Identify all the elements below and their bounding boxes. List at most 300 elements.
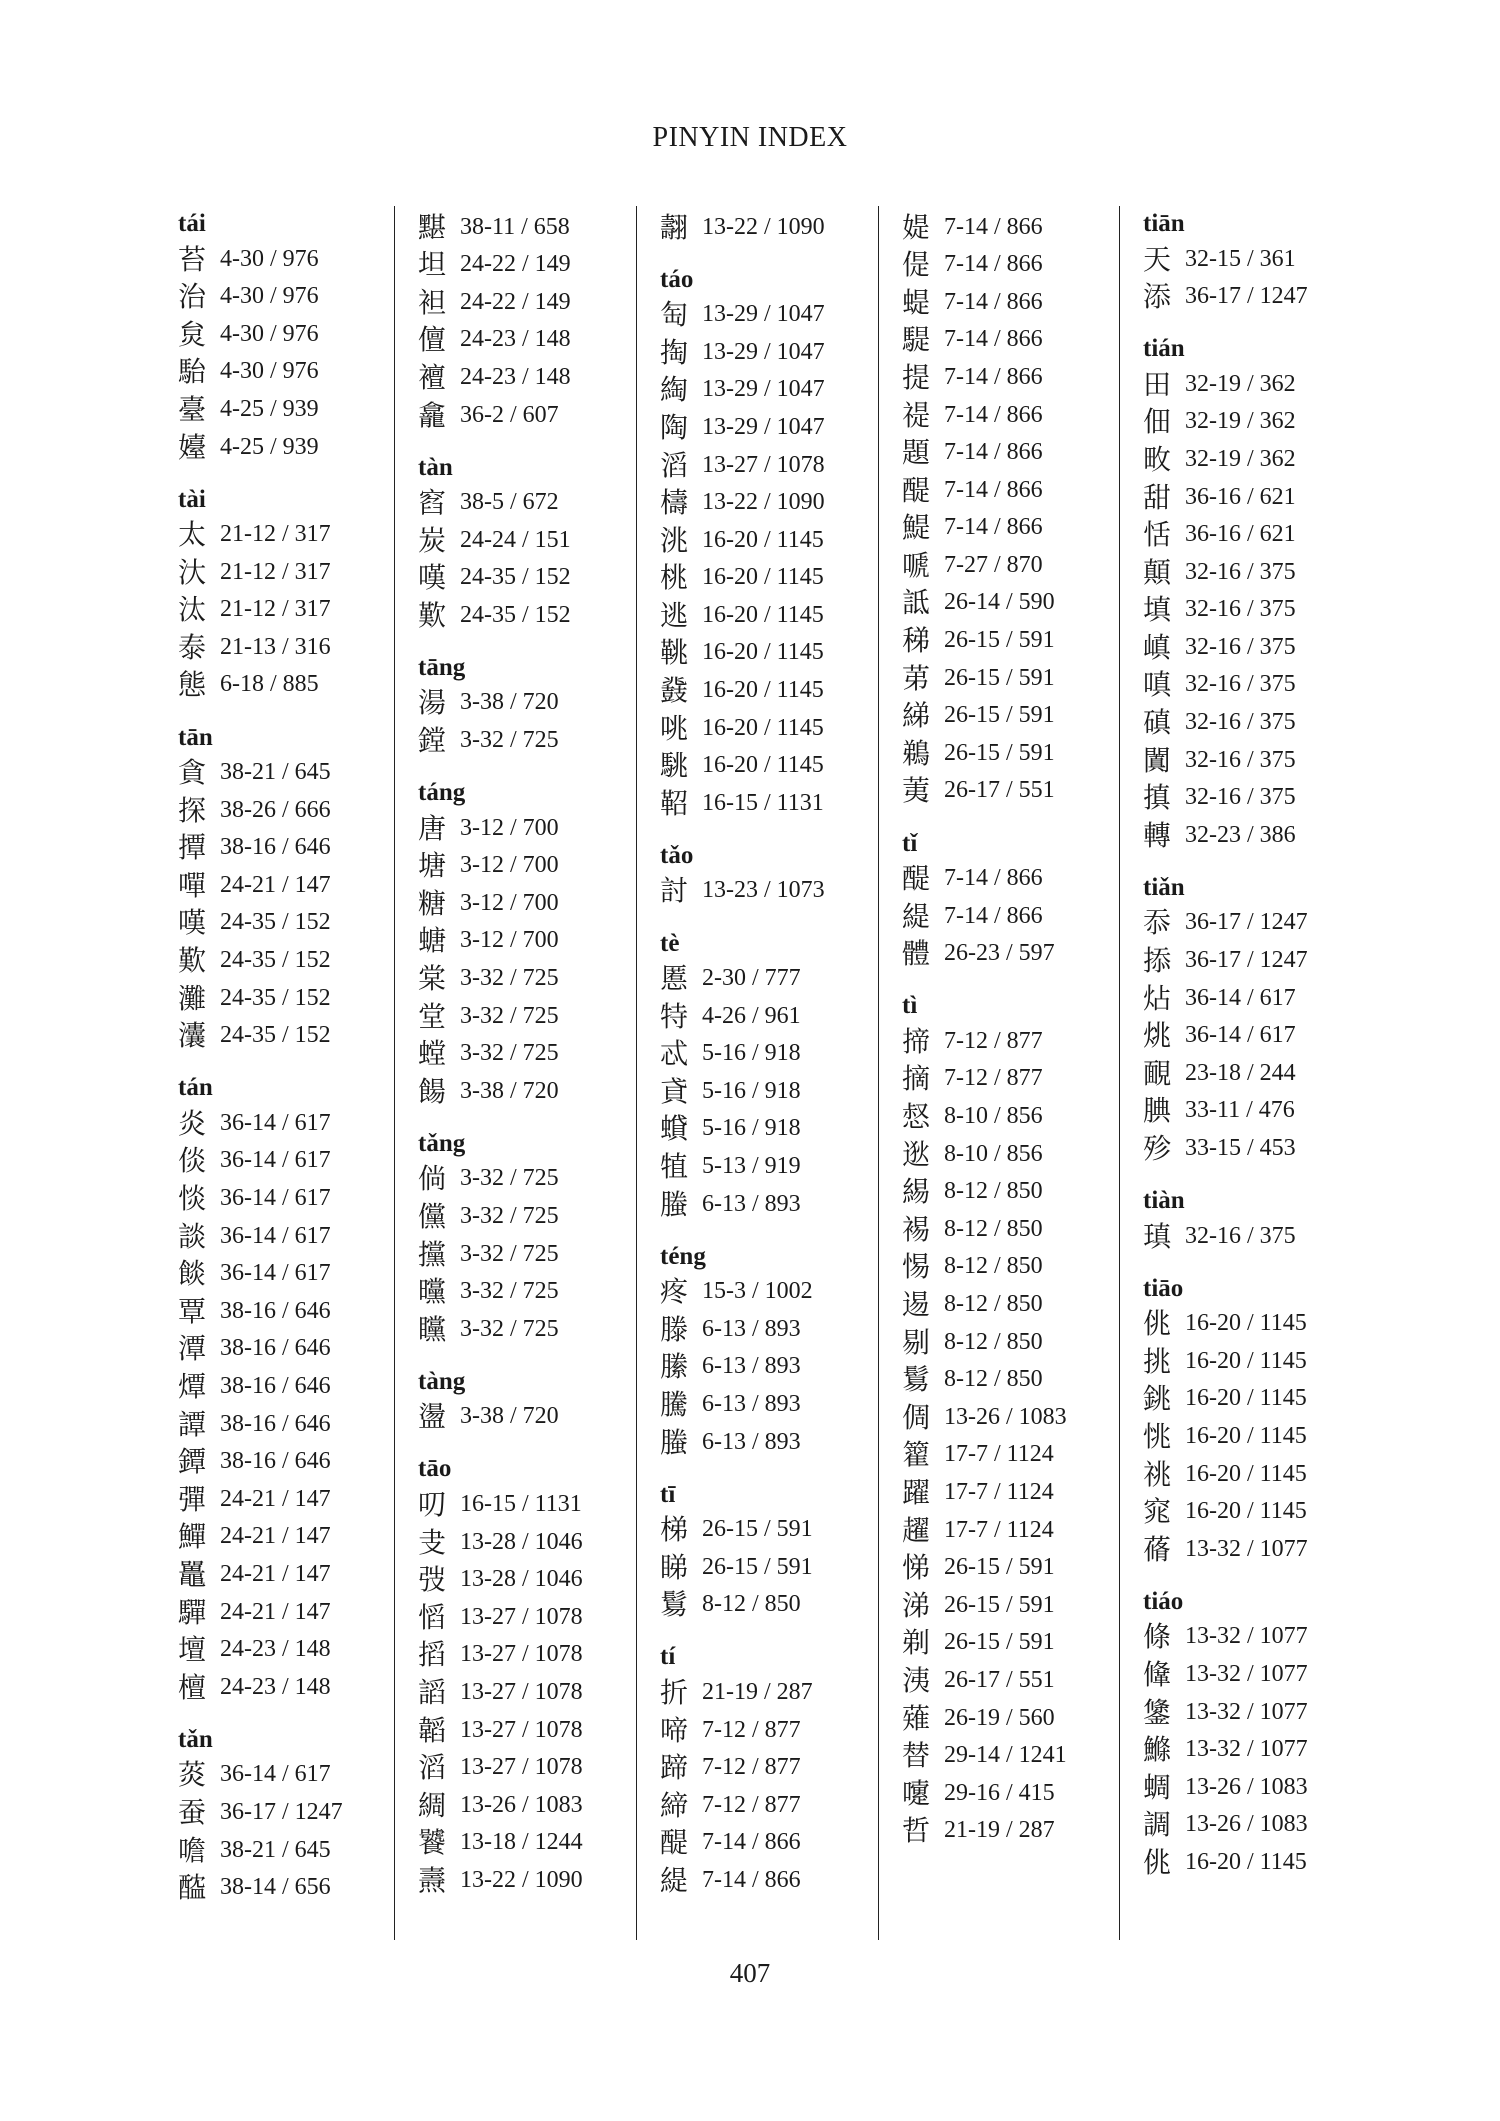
entry-character: 洟 (902, 1663, 931, 1697)
entry-character: 詆 (902, 586, 931, 620)
entry-reference: 7-12 / 877 (944, 1027, 1043, 1054)
entry-reference: 36-17 / 1247 (1185, 947, 1308, 974)
entry-reference: 32-16 / 375 (1185, 709, 1296, 736)
index-entry (418, 596, 653, 634)
index-entry (660, 446, 895, 484)
entry-character: 袒 (418, 285, 447, 319)
index-entry (1143, 403, 1378, 441)
entry-reference: 21-19 / 287 (944, 1817, 1055, 1844)
pinyin-heading: tàn (418, 453, 453, 481)
entry-reference: 26-19 / 560 (944, 1704, 1055, 1731)
index-entry (1143, 1806, 1378, 1844)
entry-character: 倘 (418, 1162, 447, 1196)
index-entry (660, 484, 895, 522)
entry-reference: 4-30 / 976 (220, 245, 319, 272)
entry-reference: 13-22 / 1090 (702, 489, 825, 516)
entry-reference: 24-23 / 148 (460, 363, 571, 390)
pinyin-heading: tán (178, 1074, 213, 1102)
index-entry (902, 1210, 1137, 1248)
entry-reference: 26-15 / 591 (944, 1629, 1055, 1656)
entry-character: 驒 (178, 1595, 207, 1629)
entry-reference: 13-27 / 1078 (460, 1603, 583, 1630)
entry-character: 滕 (660, 1312, 689, 1346)
entry-reference: 32-16 / 375 (1185, 558, 1296, 585)
index-entry (178, 390, 413, 428)
index-entry (1143, 1305, 1378, 1343)
pinyin-heading: tián (1143, 335, 1185, 363)
index-entry (1143, 478, 1378, 516)
entry-character: 瑱 (1143, 1219, 1172, 1253)
index-entry (902, 546, 1137, 584)
entry-character: 鵜 (902, 736, 931, 770)
entry-reference: 16-20 / 1145 (1185, 1848, 1307, 1875)
index-entry (178, 1017, 413, 1055)
index-entry (902, 1323, 1137, 1361)
index-entry (1143, 591, 1378, 629)
entry-reference: 36-16 / 621 (1185, 483, 1296, 510)
entry-reference: 26-17 / 551 (944, 1666, 1055, 1693)
entry-character: 體 (902, 937, 931, 971)
index-entry (660, 1423, 895, 1461)
index-entry (1143, 816, 1378, 854)
entry-character: 鞗 (1143, 1657, 1172, 1691)
index-entry (418, 521, 653, 559)
entry-reference: 7-14 / 866 (944, 439, 1043, 466)
index-entry (418, 1598, 653, 1636)
index-entry (1143, 1054, 1378, 1092)
entry-reference: 13-27 / 1078 (460, 1678, 583, 1705)
entry-reference: 6-13 / 893 (702, 1390, 801, 1417)
entry-reference: 26-17 / 551 (944, 777, 1055, 804)
entry-reference: 13-29 / 1047 (702, 413, 825, 440)
entry-reference: 38-16 / 646 (220, 834, 331, 861)
index-entry (178, 942, 413, 980)
entry-reference: 38-21 / 645 (220, 759, 331, 786)
entry-reference: 13-32 / 1077 (1185, 1623, 1308, 1650)
entry-reference: 8-12 / 850 (944, 1215, 1043, 1242)
entry-reference: 32-16 / 375 (1185, 596, 1296, 623)
index-entry (902, 1285, 1137, 1323)
entry-character: 湯 (418, 686, 447, 720)
index-entry (418, 321, 653, 359)
index-entry (178, 791, 413, 829)
index-entry (660, 1824, 895, 1862)
index-entry (902, 1586, 1137, 1624)
entry-character: 闐 (1143, 743, 1172, 777)
index-entry (418, 960, 653, 998)
entry-reference: 7-14 / 866 (702, 1866, 801, 1893)
index-entry (902, 1248, 1137, 1286)
entry-reference: 3-32 / 725 (460, 1278, 559, 1305)
index-entry (418, 1673, 653, 1711)
entry-character: 螣 (660, 1425, 689, 1459)
index-entry (660, 1749, 895, 1787)
entry-reference: 7-14 / 866 (944, 514, 1043, 541)
entry-reference: 26-15 / 591 (702, 1516, 813, 1543)
entry-character: 揥 (902, 1024, 931, 1058)
index-entry (178, 1793, 413, 1831)
entry-character: 治 (178, 280, 207, 314)
entry-reference: 13-23 / 1073 (702, 877, 825, 904)
entry-character: 綢 (418, 1788, 447, 1822)
entry-character: 躍 (902, 1475, 931, 1509)
entry-reference: 36-14 / 617 (1185, 1022, 1296, 1049)
index-entry (660, 1273, 895, 1311)
index-entry (1143, 942, 1378, 980)
entry-character: 逃 (660, 598, 689, 632)
entry-reference: 36-14 / 617 (220, 1147, 331, 1174)
entry-reference: 3-12 / 700 (460, 852, 559, 879)
entry-character: 鱓 (178, 1520, 207, 1554)
entry-character: 倓 (178, 1144, 207, 1178)
entry-reference: 32-19 / 362 (1185, 370, 1296, 397)
index-entry (1143, 1493, 1378, 1531)
index-entry (178, 904, 413, 942)
entry-character: 歎 (178, 944, 207, 978)
index-entry (902, 1737, 1137, 1775)
entry-reference: 38-11 / 658 (460, 213, 570, 240)
index-entry (902, 1624, 1137, 1662)
entry-character: 薙 (902, 1701, 931, 1735)
entry-character: 螣 (660, 1187, 689, 1221)
index-entry (418, 1235, 653, 1273)
entry-character: 醍 (902, 473, 931, 507)
entry-character: 替 (902, 1739, 931, 1773)
pinyin-heading: téng (660, 1242, 706, 1270)
entry-character: 調 (1143, 1808, 1172, 1842)
index-entry (1143, 1380, 1378, 1418)
entry-character: 惄 (902, 1100, 931, 1133)
entry-reference: 13-27 / 1078 (460, 1716, 583, 1743)
index-entry (660, 1385, 895, 1423)
entry-reference: 7-14 / 866 (944, 865, 1043, 892)
entry-reference: 24-22 / 149 (460, 251, 571, 278)
index-entry (418, 1072, 653, 1110)
index-entry (660, 1861, 895, 1899)
entry-reference: 38-16 / 646 (220, 1448, 331, 1475)
index-entry (660, 997, 895, 1035)
index-entry (178, 979, 413, 1017)
index-entry (902, 1398, 1137, 1436)
entry-reference: 4-30 / 976 (220, 358, 319, 385)
entry-character: 鰷 (1143, 1733, 1172, 1767)
entry-reference: 7-14 / 866 (944, 288, 1043, 315)
index-entry (902, 584, 1137, 622)
entry-reference: 36-17 / 1247 (1185, 909, 1308, 936)
entry-reference: 13-22 / 1090 (460, 1866, 583, 1893)
index-entry (1143, 1417, 1378, 1455)
entry-reference: 21-13 / 316 (220, 633, 331, 660)
entry-character: 祧 (1143, 1457, 1172, 1491)
entry-character: 覃 (178, 1294, 207, 1328)
entry-character: 苔 (178, 242, 207, 276)
index-entry (1143, 904, 1378, 942)
entry-character: 塘 (418, 849, 447, 883)
entry-reference: 8-12 / 850 (944, 1328, 1043, 1355)
index-entry (902, 1135, 1137, 1173)
entry-character: 鐔 (178, 1445, 207, 1479)
entry-character: 蹄 (660, 1751, 689, 1785)
pinyin-heading: tāng (418, 653, 466, 681)
entry-character: 蚕 (178, 1795, 207, 1829)
entry-character: 蓨 (1143, 1532, 1172, 1566)
entry-reference: 38-26 / 666 (220, 796, 331, 823)
entry-character: 撢 (178, 831, 207, 865)
entry-character: 嘆 (418, 561, 447, 595)
index-entry (902, 1361, 1137, 1399)
entry-character: 嚔 (902, 1776, 931, 1810)
index-entry (902, 358, 1137, 396)
index-entry (1143, 666, 1378, 704)
entry-character: 摘 (902, 1062, 931, 1096)
index-entry (418, 283, 653, 321)
entry-reference: 7-14 / 866 (944, 213, 1043, 240)
entry-reference: 38-14 / 656 (220, 1874, 331, 1901)
index-entry (902, 321, 1137, 359)
index-entry (178, 428, 413, 466)
entry-reference: 16-20 / 1145 (1185, 1385, 1307, 1412)
index-entry (902, 1812, 1137, 1850)
pinyin-heading: tiàn (1143, 1187, 1185, 1215)
entry-character: 惔 (178, 1182, 207, 1215)
index-entry (902, 1173, 1137, 1211)
entry-character: 匋 (660, 298, 689, 332)
index-entry (660, 296, 895, 334)
entry-reference: 24-21 / 147 (220, 1523, 331, 1550)
entry-character: 態 (178, 668, 207, 702)
index-entry (178, 1367, 413, 1405)
index-entry (1143, 1693, 1378, 1731)
index-entry (178, 1255, 413, 1293)
entry-reference: 3-32 / 725 (460, 727, 559, 754)
index-entry (178, 866, 413, 904)
index-entry (418, 559, 653, 597)
index-entry (178, 1518, 413, 1556)
entry-reference: 24-35 / 152 (460, 564, 571, 591)
index-entry (418, 1160, 653, 1198)
index-entry (1143, 1655, 1378, 1693)
entry-reference: 32-16 / 375 (1185, 1222, 1296, 1249)
index-entry (902, 1699, 1137, 1737)
index-entry (418, 1561, 653, 1599)
entry-reference: 24-23 / 148 (220, 1636, 331, 1663)
entry-character: 鏜 (418, 724, 447, 758)
index-entry (178, 353, 413, 391)
entry-reference: 6-13 / 893 (702, 1315, 801, 1342)
entry-character: 忝 (1143, 906, 1172, 940)
entry-character: 叏 (418, 1525, 447, 1559)
entry-character: 禔 (902, 398, 931, 432)
entry-character: 腆 (1143, 1094, 1172, 1128)
entry-reference: 5-16 / 918 (702, 1077, 801, 1104)
entry-reference: 24-35 / 152 (220, 1022, 331, 1049)
entry-character: 滔 (660, 448, 689, 482)
pinyin-heading: tǎn (178, 1725, 213, 1753)
entry-reference: 5-16 / 918 (702, 1115, 801, 1142)
index-entry (660, 1673, 895, 1711)
entry-character: 桃 (660, 561, 689, 595)
index-entry (1143, 1092, 1378, 1130)
entry-character: 螳 (418, 1037, 447, 1071)
entry-character: 騠 (902, 323, 931, 357)
entry-reference: 24-23 / 148 (460, 326, 571, 353)
entry-character: 搷 (1143, 781, 1172, 815)
entry-reference: 24-21 / 147 (220, 871, 331, 898)
entry-reference: 16-20 / 1145 (1185, 1498, 1307, 1525)
entry-character: 剔 (902, 1325, 931, 1359)
entry-character: 特 (660, 999, 689, 1033)
entry-reference: 24-35 / 152 (220, 909, 331, 936)
entry-reference: 36-14 / 617 (220, 1109, 331, 1136)
entry-character: 歎 (418, 598, 447, 632)
entry-character: 縢 (660, 1350, 689, 1384)
index-entry (418, 208, 653, 246)
entry-character: 畋 (1143, 442, 1172, 476)
index-entry (178, 1292, 413, 1330)
entry-character: 題 (902, 436, 931, 470)
entry-reference: 26-14 / 590 (944, 589, 1055, 616)
index-entry (660, 1310, 895, 1348)
entry-reference: 13-32 / 1077 (1185, 1535, 1308, 1562)
entry-reference: 26-15 / 591 (702, 1553, 813, 1580)
entry-character: 搯 (418, 1638, 447, 1672)
index-entry (178, 553, 413, 591)
entry-reference: 3-32 / 725 (460, 965, 559, 992)
entry-reference: 13-18 / 1244 (460, 1829, 583, 1856)
entry-reference: 8-12 / 850 (702, 1591, 801, 1618)
index-entry (660, 1147, 895, 1185)
entry-character: 掭 (1143, 944, 1172, 978)
entry-reference: 38-16 / 646 (220, 1410, 331, 1437)
index-entry (418, 1273, 653, 1311)
entry-character: 泰 (178, 630, 207, 664)
entry-character: 灢 (178, 1019, 207, 1053)
index-entry (178, 829, 413, 867)
index-entry (902, 246, 1137, 284)
index-entry (902, 622, 1137, 660)
entry-reference: 3-12 / 700 (460, 889, 559, 916)
entry-reference: 16-20 / 1145 (1185, 1422, 1307, 1449)
pinyin-heading: tǐ (902, 829, 918, 857)
index-entry (902, 1511, 1137, 1549)
pinyin-heading: tiān (1143, 210, 1185, 237)
index-entry (902, 396, 1137, 434)
entry-character: 逷 (902, 1287, 931, 1321)
entry-character: 提 (902, 360, 931, 394)
entry-reference: 7-14 / 866 (944, 363, 1043, 390)
entry-reference: 24-21 / 147 (220, 1560, 331, 1587)
entry-reference: 3-32 / 725 (460, 1240, 559, 1267)
entry-character: 騰 (660, 1387, 689, 1421)
entry-reference: 7-12 / 877 (702, 1716, 801, 1743)
entry-character: 攩 (418, 1237, 447, 1271)
entry-reference: 7-14 / 866 (944, 902, 1043, 929)
entry-reference: 13-28 / 1046 (460, 1528, 583, 1555)
entry-character: 炭 (418, 523, 447, 557)
entry-reference: 26-15 / 591 (944, 664, 1055, 691)
page-title: PINYIN INDEX (652, 122, 848, 153)
entry-reference: 3-32 / 725 (460, 1002, 559, 1029)
entry-reference: 36-2 / 607 (460, 401, 559, 428)
index-entry (418, 1749, 653, 1787)
pinyin-heading: tǎo (660, 841, 694, 869)
index-entry (902, 1661, 1137, 1699)
entry-reference: 36-14 / 617 (1185, 984, 1296, 1011)
entry-character: 忒 (660, 1037, 689, 1071)
entry-reference: 13-32 / 1077 (1185, 1660, 1308, 1687)
index-entry (418, 809, 653, 847)
entry-character: 襢 (418, 360, 447, 394)
pinyin-heading: tiǎn (1143, 873, 1185, 901)
entry-character: 顛 (1143, 555, 1172, 589)
index-column-2 (418, 208, 653, 1899)
index-entry (418, 1711, 653, 1749)
entry-character: 磌 (1143, 706, 1172, 740)
entry-reference: 36-16 / 621 (1185, 521, 1296, 548)
entry-reference: 16-20 / 1145 (1185, 1347, 1307, 1374)
column-divider (636, 206, 637, 1940)
entry-reference: 4-30 / 976 (220, 283, 319, 310)
pinyin-heading: tān (178, 723, 213, 751)
entry-character: 鬄 (660, 1588, 689, 1622)
entry-reference: 21-12 / 317 (220, 521, 331, 548)
entry-reference: 6-13 / 893 (702, 1190, 801, 1217)
entry-character: 媞 (902, 210, 931, 244)
index-entry (902, 935, 1137, 973)
entry-character: 趯 (902, 1513, 931, 1547)
entry-character: 佃 (1143, 405, 1172, 439)
entry-character: 鞀 (660, 786, 689, 820)
entry-reference: 13-27 / 1078 (460, 1754, 583, 1781)
entry-reference: 2-30 / 777 (702, 965, 801, 992)
entry-character: 嘆 (178, 906, 207, 940)
entry-character: 儻 (418, 1200, 447, 1233)
index-entry (660, 333, 895, 371)
index-entry (1143, 516, 1378, 554)
index-entry (1143, 1843, 1378, 1881)
index-entry (178, 1443, 413, 1481)
entry-character: 灘 (178, 981, 207, 1015)
entry-character: 嗔 (1143, 668, 1172, 702)
entry-reference: 3-32 / 725 (460, 1040, 559, 1067)
entry-reference: 26-15 / 591 (944, 1554, 1055, 1581)
index-entry (178, 754, 413, 792)
entry-reference: 13-26 / 1083 (1185, 1773, 1308, 1800)
column-divider (878, 206, 879, 1940)
entry-reference: 6-13 / 893 (702, 1428, 801, 1455)
entry-character: 矘 (418, 1312, 447, 1346)
entry-character: 偍 (902, 248, 931, 282)
entry-reference: 4-26 / 961 (702, 1002, 801, 1029)
index-entry (902, 734, 1137, 772)
entry-character: 嘽 (178, 868, 207, 902)
entry-character: 探 (178, 793, 207, 827)
index-entry (418, 1485, 653, 1523)
entry-reference: 24-35 / 152 (220, 984, 331, 1011)
entry-character: 倜 (902, 1400, 931, 1434)
entry-character: 燂 (178, 1369, 207, 1403)
index-entry (178, 240, 413, 278)
entry-reference: 13-26 / 1083 (944, 1403, 1067, 1430)
entry-reference: 13-22 / 1090 (702, 213, 825, 240)
entry-character: 彈 (178, 1482, 207, 1516)
entry-reference: 16-20 / 1145 (702, 639, 824, 666)
entry-reference: 3-32 / 725 (460, 1315, 559, 1342)
index-entry (660, 634, 895, 672)
entry-character: 苐 (902, 661, 931, 695)
entry-character: 堂 (418, 999, 447, 1033)
entry-reference: 36-14 / 617 (220, 1260, 331, 1287)
